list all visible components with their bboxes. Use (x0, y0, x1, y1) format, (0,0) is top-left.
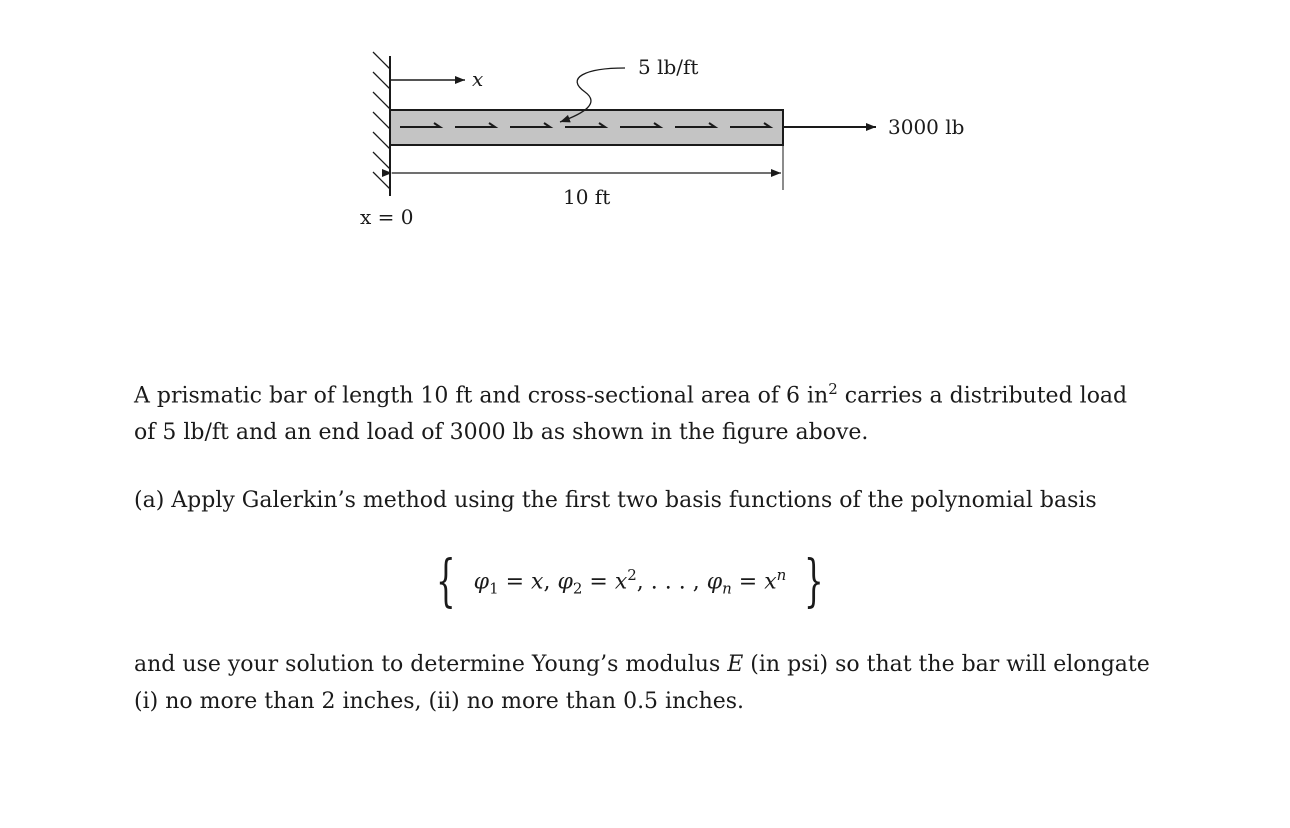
problem-statement-text-2: carries a distributed load of 5 lb/ft and an end load of 3000 lb as shown in the figure above. (134, 383, 1128, 446)
phi-symbol: φ (706, 569, 723, 595)
close-brace: } (804, 549, 824, 615)
origin-label: x = 0 (360, 205, 414, 229)
length-label: 10 ft (563, 185, 611, 209)
phi-symbol: φ (557, 569, 573, 595)
basis-set-equation (0, 540, 1260, 624)
phi-symbol: φ (473, 569, 490, 595)
exponent-n: n (776, 566, 787, 584)
problem-statement-text-1: A prismatic bar of length 10 ft and cross-sectional area of 6 in (134, 383, 829, 409)
problem-statement (134, 371, 1154, 451)
phi-subscript-2: 2 (572, 579, 583, 598)
wall-hatching (373, 52, 390, 189)
end-load-label: 3000 lb (888, 115, 965, 139)
equals-n: = (731, 569, 765, 595)
area-exponent: 2 (828, 380, 838, 398)
phi-subscript-1: 1 (489, 579, 499, 598)
open-brace: { (436, 549, 456, 615)
basis-term-x: x (764, 569, 777, 595)
basis-term-x: x (531, 569, 544, 595)
part-a-instruction: (a) Apply Galerkin’s method using the first two basis functions of the polynomial basis (134, 488, 1097, 513)
separator-1: , (543, 569, 558, 595)
phi-subscript-n: n (722, 579, 732, 598)
part-a-question-text-1: and use your solution to determine Young’s modulus (134, 652, 728, 677)
bar-figure (0, 0, 1290, 300)
ellipsis: , . . . , (636, 569, 707, 595)
equals-1: = (498, 569, 532, 595)
equals-2: = (582, 569, 615, 595)
part-a-question-text-2: (in psi) so that the bar will elongate (i) no more than 2 inches, (ii) no more than 0.5 inches. (134, 652, 1150, 714)
youngs-modulus-symbol: E (727, 652, 744, 677)
part-a-question (134, 646, 1154, 720)
x-axis-label: x (472, 67, 484, 91)
basis-term-x: x (614, 569, 628, 595)
exponent-2: 2 (627, 566, 637, 584)
distributed-load-label: 5 lb/ft (638, 55, 699, 79)
